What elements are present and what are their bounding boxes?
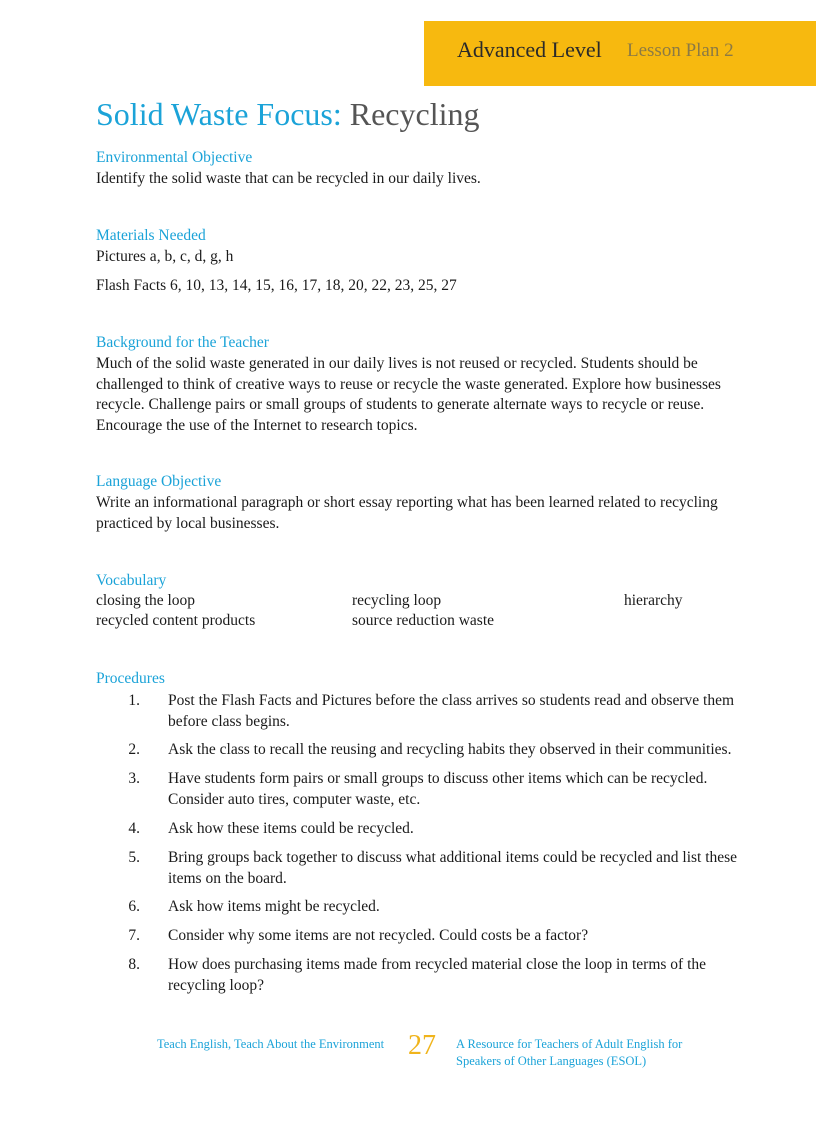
procedure-text: Ask how items might be recycled.	[168, 898, 380, 915]
vocab-term: hierarchy	[624, 592, 683, 609]
footer-resource-line: A Resource for Teachers of Adult English for	[456, 1037, 683, 1051]
procedure-number: 4.	[128, 820, 140, 837]
level-banner	[424, 21, 816, 86]
procedure-text: Ask the class to recall the reusing and recycling habits they observed in their communities.	[168, 741, 732, 758]
procedure-number: 2.	[128, 741, 140, 758]
procedure-text: Consider why some items are not recycled. Could costs be a factor?	[168, 927, 589, 944]
procedure-text: Bring groups back together to discuss what additional items could be recycled and list these items on the board.	[168, 849, 738, 887]
page-number: 27	[408, 1030, 436, 1061]
title-topic: Recycling	[349, 96, 480, 132]
vocab-term: closing the loop	[96, 592, 196, 609]
procedure-number: 6.	[128, 898, 140, 915]
procedure-number: 1.	[128, 692, 140, 709]
footer-resource-description	[456, 1036, 716, 1070]
footer-resource-line: Speakers of Other Languages (ESOL)	[456, 1054, 647, 1068]
environmental-objective-heading: Environmental Objective	[96, 149, 253, 166]
footer-series-title: Teach English, Teach About the Environment	[157, 1037, 385, 1051]
procedure-number: 5.	[128, 849, 140, 866]
vocab-term: recycling loop	[352, 592, 442, 609]
procedure-text: Post the Flash Facts and Pictures before the class arrives so students read and observe them before class begins.	[168, 692, 735, 730]
title-focus: Solid Waste Focus:	[96, 96, 342, 132]
materials-flash-facts: Flash Facts 6, 10, 13, 14, 15, 16, 17, 18, 20, 22, 23, 25, 27	[96, 277, 457, 294]
level-label: Advanced Level	[457, 37, 602, 62]
vocabulary-heading: Vocabulary	[96, 572, 167, 589]
language-objective-text: Write an informational paragraph or short essay reporting what has been learned related to recycling practiced by local businesses.	[96, 494, 718, 532]
materials-heading: Materials Needed	[96, 227, 206, 244]
page-title	[96, 96, 479, 133]
procedure-number: 7.	[128, 927, 140, 944]
procedure-text: Ask how these items could be recycled.	[168, 820, 414, 837]
materials-pictures: Pictures a, b, c, d, g, h	[96, 248, 234, 265]
lesson-plan-label: Lesson Plan 2	[627, 40, 734, 61]
vocab-term: source reduction waste	[352, 612, 495, 629]
procedure-text: How does purchasing items made from recycled material close the loop in terms of the recycling loop?	[168, 956, 707, 994]
background-heading: Background for the Teacher	[96, 334, 269, 351]
procedure-text: Have students form pairs or small groups to discuss other items which can be recycled. Consider auto tires, computer waste, etc.	[168, 770, 708, 808]
language-objective-heading: Language Objective	[96, 473, 222, 490]
procedures-heading: Procedures	[96, 670, 165, 687]
procedure-number: 8.	[128, 956, 140, 973]
vocab-term: recycled content products	[96, 612, 256, 629]
procedure-number: 3.	[128, 770, 140, 787]
background-text: Much of the solid waste generated in our daily lives is not reused or recycled. Students should be challenged to think of creative ways to reuse or recycle the waste generated. Explore how businesses recycle. Challenge pairs or small groups of students to generate alternate ways to recycle or reuse. Encourage the use of the Internet to research topics.	[96, 355, 721, 434]
environmental-objective-text: Identify the solid waste that can be recycled in our daily lives.	[96, 170, 481, 187]
